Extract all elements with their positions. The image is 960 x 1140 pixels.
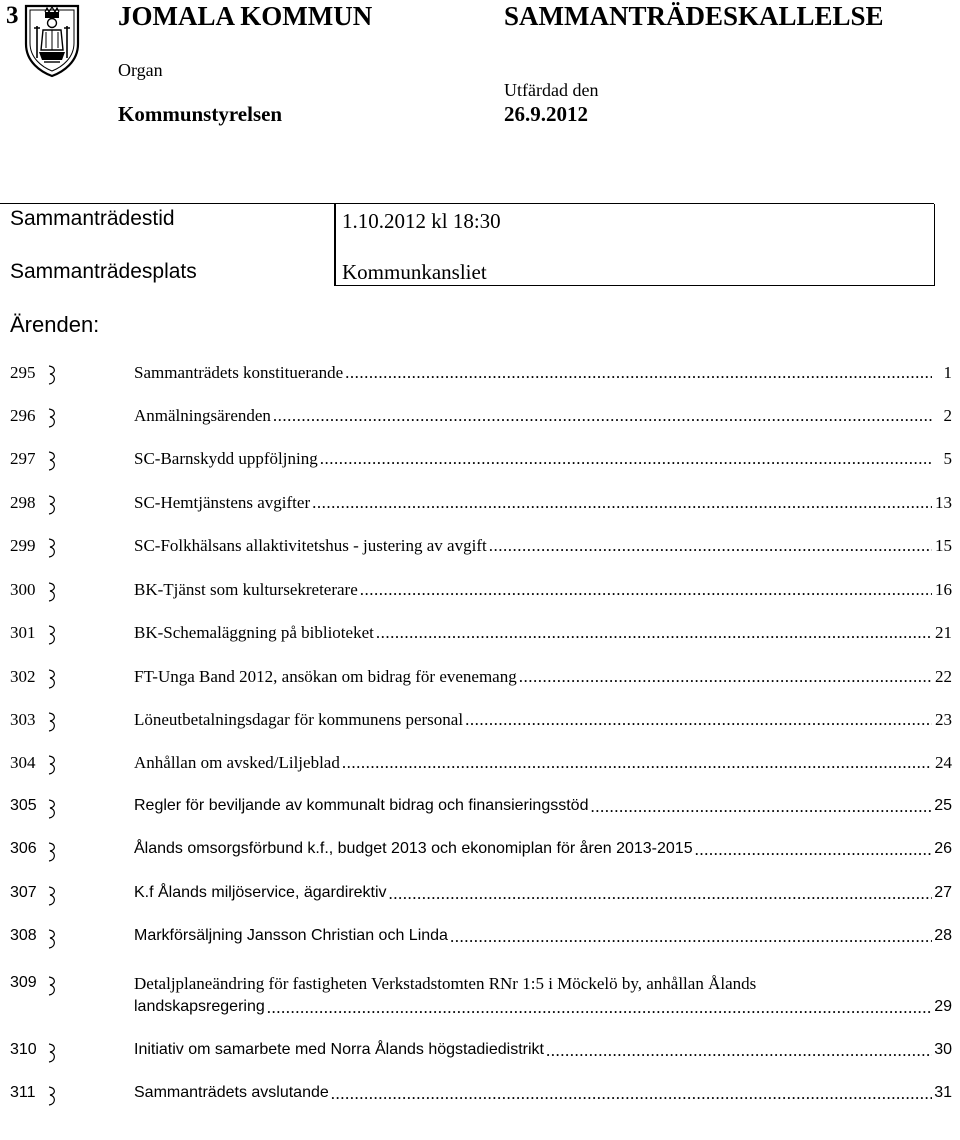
- item-number: 299: [10, 536, 36, 555]
- item-page-number: 25: [934, 797, 952, 814]
- item-number: 302: [10, 667, 36, 686]
- item-page-number: 21: [935, 623, 952, 642]
- dot-leader: [590, 797, 932, 817]
- meeting-place-value: Kommunkansliet: [342, 260, 487, 284]
- item-number: 301: [10, 623, 36, 642]
- section-sign-icon: [45, 668, 59, 690]
- meeting-time-label: Sammanträdestid: [10, 207, 175, 230]
- item-number: 308: [10, 927, 37, 944]
- item-title: landskapsregering: [134, 998, 265, 1015]
- item-number: 310: [10, 1041, 37, 1058]
- meeting-info-box: [0, 203, 934, 284]
- item-page-number: 2: [943, 406, 952, 425]
- dot-leader: [546, 1041, 932, 1061]
- item-title: Sammanträdets konstituerande: [134, 363, 344, 382]
- dot-leader: [345, 363, 932, 383]
- section-sign-icon: [45, 624, 59, 646]
- item-number: 305: [10, 797, 37, 814]
- section-sign-icon: [45, 885, 59, 907]
- organ-label: Organ: [118, 60, 163, 80]
- dot-leader: [320, 449, 932, 469]
- item-title: K.f Ålands miljöservice, ägardirektiv: [134, 884, 387, 901]
- item-number: 296: [10, 406, 36, 425]
- section-sign-icon: [45, 494, 59, 516]
- municipality-name: JOMALA KOMMUN: [118, 1, 373, 31]
- issued-date: 26.9.2012: [504, 102, 588, 126]
- item-title: Markförsäljning Jansson Christian och Linda: [134, 927, 448, 944]
- issued-label: Utfärdad den: [504, 80, 599, 100]
- item-title: FT-Unga Band 2012, ansökan om bidrag för evenemang: [134, 667, 517, 686]
- section-sign-icon: [45, 975, 59, 997]
- dot-leader: [331, 1084, 932, 1104]
- item-title: SC-Hemtjänstens avgifter: [134, 493, 311, 512]
- meeting-time-value: 1.10.2012 kl 18:30: [342, 209, 501, 233]
- dot-leader: [450, 927, 932, 947]
- item-title-line1: Detaljplaneändring för fastigheten Verkstadstomten RNr 1:5 i Möckelö by, anhållan Ålands: [134, 974, 757, 993]
- item-number: 304: [10, 753, 36, 772]
- meeting-place-label: Sammanträdesplats: [10, 260, 197, 283]
- item-page-number: 26: [934, 840, 952, 857]
- item-title: Initiativ om samarbete med Norra Ålands högstadiedistrikt: [134, 1041, 544, 1058]
- dot-leader: [695, 840, 932, 860]
- item-number: 309: [10, 974, 37, 991]
- item-number: 300: [10, 580, 36, 599]
- item-number: 306: [10, 840, 37, 857]
- agenda-heading: Ärenden:: [10, 312, 100, 337]
- item-title: Sammanträdets avslutande: [134, 1084, 329, 1101]
- dot-leader: [519, 667, 932, 687]
- item-title: Löneutbetalningsdagar för kommunens personal: [134, 710, 464, 729]
- item-number: 303: [10, 710, 36, 729]
- item-title: BK-Schemaläggning på biblioteket: [134, 623, 374, 642]
- item-page-number: 29: [934, 998, 952, 1015]
- section-sign-icon: [45, 364, 59, 386]
- section-sign-icon: [45, 711, 59, 733]
- dot-leader: [342, 753, 932, 773]
- section-sign-icon: [45, 407, 59, 429]
- item-page-number: 22: [935, 667, 952, 686]
- item-title: SC-Barnskydd uppföljning: [134, 449, 318, 468]
- section-sign-icon: [45, 1042, 59, 1064]
- item-number: 311: [10, 1084, 36, 1101]
- item-page-number: 24: [935, 753, 952, 772]
- item-title: Ålands omsorgsförbund k.f., budget 2013 och ekonomiplan för åren 2013-2015: [134, 840, 693, 857]
- item-title: Regler för beviljande av kommunalt bidrag och finansieringsstöd: [134, 797, 589, 814]
- dot-leader: [273, 406, 932, 426]
- section-sign-icon: [45, 928, 59, 950]
- section-sign-icon: [45, 841, 59, 863]
- item-page-number: 30: [934, 1041, 952, 1058]
- dot-leader: [489, 536, 932, 556]
- item-page-number: 15: [935, 536, 952, 555]
- dot-leader: [465, 710, 932, 730]
- item-title: Anmälningsärenden: [134, 406, 271, 425]
- item-title: BK-Tjänst som kultursekreterare: [134, 580, 358, 599]
- section-sign-icon: [45, 754, 59, 776]
- section-sign-icon: [45, 1085, 59, 1107]
- item-number: 307: [10, 884, 37, 901]
- coat-of-arms-icon: [23, 2, 81, 78]
- item-page-number: 27: [934, 884, 952, 901]
- item-page-number: 13: [935, 493, 952, 512]
- dot-leader: [267, 998, 932, 1018]
- page-number: 3: [6, 2, 19, 29]
- organ-value: Kommunstyrelsen: [118, 102, 283, 126]
- section-sign-icon: [45, 798, 59, 820]
- dot-leader: [312, 493, 932, 513]
- section-sign-icon: [45, 581, 59, 603]
- item-title: Anhållan om avsked/Liljeblad: [134, 753, 340, 772]
- section-sign-icon: [45, 450, 59, 472]
- item-page-number: 23: [935, 710, 952, 729]
- dot-leader: [376, 623, 932, 643]
- document-type: SAMMANTRÄDESKALLELSE: [504, 1, 884, 31]
- item-page-number: 5: [943, 449, 952, 468]
- item-title: SC-Folkhälsans allaktivitetshus - justering av avgift: [134, 536, 487, 555]
- item-number: 297: [10, 449, 36, 468]
- dot-leader: [360, 580, 932, 600]
- section-sign-icon: [45, 537, 59, 559]
- item-page-number: 1: [943, 363, 952, 382]
- item-page-number: 28: [934, 927, 952, 944]
- item-page-number: 31: [934, 1084, 952, 1101]
- item-number: 298: [10, 493, 36, 512]
- item-page-number: 16: [935, 580, 952, 599]
- item-number: 295: [10, 363, 36, 382]
- dot-leader: [389, 884, 932, 904]
